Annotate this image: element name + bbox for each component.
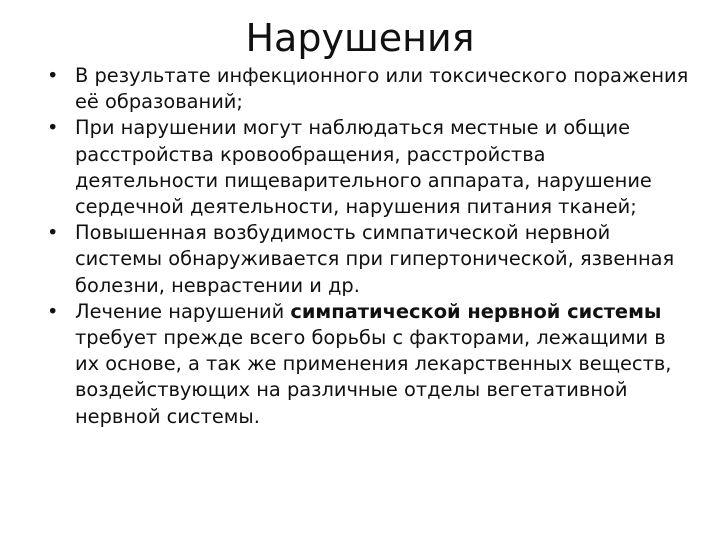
- bullet-text-bold: симпатической нервной системы: [290, 299, 662, 323]
- bullet-text: В результате инфекционного или токсического поражения её образований;: [75, 64, 689, 114]
- bullet-item: [0, 299, 720, 430]
- bullet-text: При нарушении могут наблюдаться местные и общие расстройства кровообращения, расстройства деятельности пищеварительного аппарата, нарушение сердечной деятельности, нарушения питания тканей;: [75, 116, 652, 219]
- bullet-marker: •: [47, 299, 59, 323]
- bullet-text-start: Лечение нарушений: [75, 299, 291, 323]
- bullet-text-end: требует прежде всего борьбы с факторами, лежащими в их основе, а так же применения лекарственных веществ, воздействующих на различные отделы вегетативной нервной системы.: [75, 326, 672, 428]
- bullet-item: [0, 115, 720, 220]
- bullet-item: [0, 220, 720, 299]
- bullet-marker: •: [47, 64, 59, 87]
- bullet-marker: •: [47, 116, 59, 140]
- slide-title: Нарушения: [245, 16, 475, 60]
- bullet-marker: •: [47, 221, 59, 245]
- bullet-item: [0, 63, 720, 115]
- bullet-list: [0, 63, 720, 430]
- bullet-text: Повышенная возбудимость симпатической нервной системы обнаруживается при гипертонической, язвенная болезни, неврастении и др.: [75, 221, 675, 297]
